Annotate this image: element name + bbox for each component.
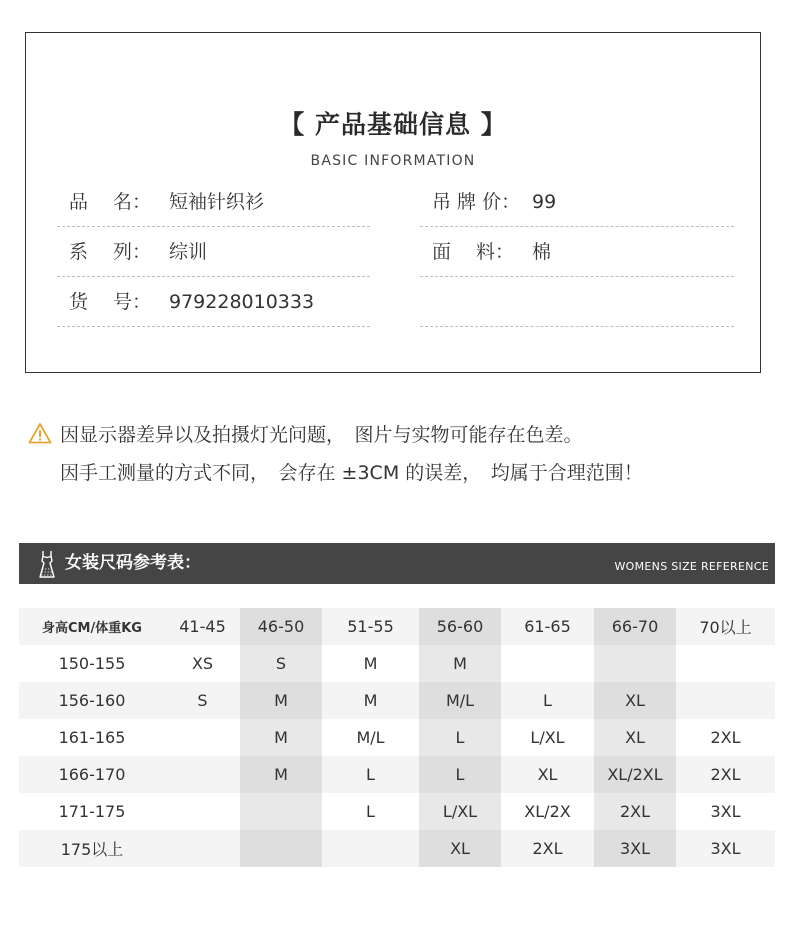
field-label: 货 号： — [69, 291, 152, 313]
size-chart-banner — [19, 543, 775, 584]
field-fabric — [420, 227, 734, 277]
table-cell: L/XL — [501, 719, 594, 756]
table-cell: 2XL — [594, 793, 676, 830]
table-cell: 156-160 — [19, 682, 165, 719]
header-cell: 70以上 — [676, 608, 775, 645]
table-cell — [676, 682, 775, 719]
header-cell: 61-65 — [501, 608, 594, 645]
table-cell — [240, 830, 322, 867]
table-cell: 171-175 — [19, 793, 165, 830]
notice-line-1 — [28, 418, 643, 456]
table-cell: XL — [501, 756, 594, 793]
table-row — [19, 756, 775, 793]
product-info-box — [25, 32, 761, 373]
table-cell — [501, 645, 594, 682]
table-cell: M — [419, 645, 501, 682]
field-label: 系 列： — [69, 241, 152, 263]
table-cell: XL/2X — [501, 793, 594, 830]
header-cell: 46-50 — [240, 608, 322, 645]
header-cell: 41-45 — [165, 608, 240, 645]
field-item-number — [57, 277, 370, 327]
table-cell: 175以上 — [19, 830, 165, 867]
table-cell: L/XL — [419, 793, 501, 830]
table-cell: 3XL — [594, 830, 676, 867]
notice-text-1: 因显示器差异以及拍摄灯光问题， 图片与实物可能存在色差。 — [60, 424, 583, 446]
header-cell: 66-70 — [594, 608, 676, 645]
table-cell: 3XL — [676, 793, 775, 830]
size-chart-title: 女装尺码参考表： — [65, 553, 201, 573]
table-row — [19, 830, 775, 867]
table-cell: 166-170 — [19, 756, 165, 793]
table-cell — [165, 793, 240, 830]
table-cell: L — [322, 756, 419, 793]
field-value: 综训 — [169, 241, 208, 263]
table-cell: L — [419, 756, 501, 793]
table-cell: XL — [419, 830, 501, 867]
field-value: 短袖针织衫 — [169, 191, 265, 213]
table-cell: L — [419, 719, 501, 756]
notice-line-2 — [28, 456, 643, 494]
field-value: 棉 — [532, 241, 552, 263]
table-row — [19, 793, 775, 830]
table-cell: M — [240, 682, 322, 719]
table-cell: 3XL — [676, 830, 775, 867]
field-tag-price — [420, 177, 734, 227]
table-cell: 2XL — [676, 719, 775, 756]
table-cell — [165, 719, 240, 756]
table-cell: 2XL — [501, 830, 594, 867]
header-cell: 51-55 — [322, 608, 419, 645]
table-header-row — [19, 608, 775, 645]
table-cell: XS — [165, 645, 240, 682]
info-title: 【 产品基础信息 】 — [279, 110, 507, 139]
header-cell: 56-60 — [419, 608, 501, 645]
field-label: 面 料： — [432, 241, 515, 263]
table-cell — [240, 793, 322, 830]
table-cell: XL — [594, 682, 676, 719]
warning-icon — [28, 422, 52, 444]
table-cell: S — [240, 645, 322, 682]
field-label: 品 名： — [69, 191, 152, 213]
table-row — [19, 645, 775, 682]
table-cell: XL — [594, 719, 676, 756]
table-cell — [165, 756, 240, 793]
table-row — [19, 682, 775, 719]
field-label: 吊 牌 价： — [432, 191, 521, 213]
table-cell — [322, 830, 419, 867]
table-cell: 150-155 — [19, 645, 165, 682]
size-table — [19, 608, 775, 867]
notice-text-2: 因手工测量的方式不同， 会存在 ±3CM 的误差， 均属于合理范围！ — [60, 462, 643, 484]
table-cell — [594, 645, 676, 682]
table-cell: M — [240, 756, 322, 793]
field-series — [57, 227, 370, 277]
field-product-name — [57, 177, 370, 227]
table-cell: S — [165, 682, 240, 719]
field-value: 99 — [532, 191, 557, 213]
field-empty — [420, 277, 734, 327]
header-cell: 身高CM/体重KG — [19, 608, 165, 645]
field-value: 979228010333 — [169, 291, 315, 313]
table-cell: 161-165 — [19, 719, 165, 756]
color-notice — [28, 418, 643, 494]
table-cell: M — [240, 719, 322, 756]
size-chart-subtitle: WOMENS SIZE REFERENCE — [614, 560, 769, 573]
dress-icon — [37, 550, 57, 578]
table-row — [19, 719, 775, 756]
table-cell: XL/2XL — [594, 756, 676, 793]
table-cell: M/L — [419, 682, 501, 719]
table-cell: M/L — [322, 719, 419, 756]
table-cell: L — [322, 793, 419, 830]
table-cell — [676, 645, 775, 682]
table-cell: M — [322, 645, 419, 682]
table-cell — [165, 830, 240, 867]
info-subtitle: BASIC INFORMATION — [310, 153, 476, 169]
table-cell: 2XL — [676, 756, 775, 793]
table-cell: M — [322, 682, 419, 719]
table-cell: L — [501, 682, 594, 719]
